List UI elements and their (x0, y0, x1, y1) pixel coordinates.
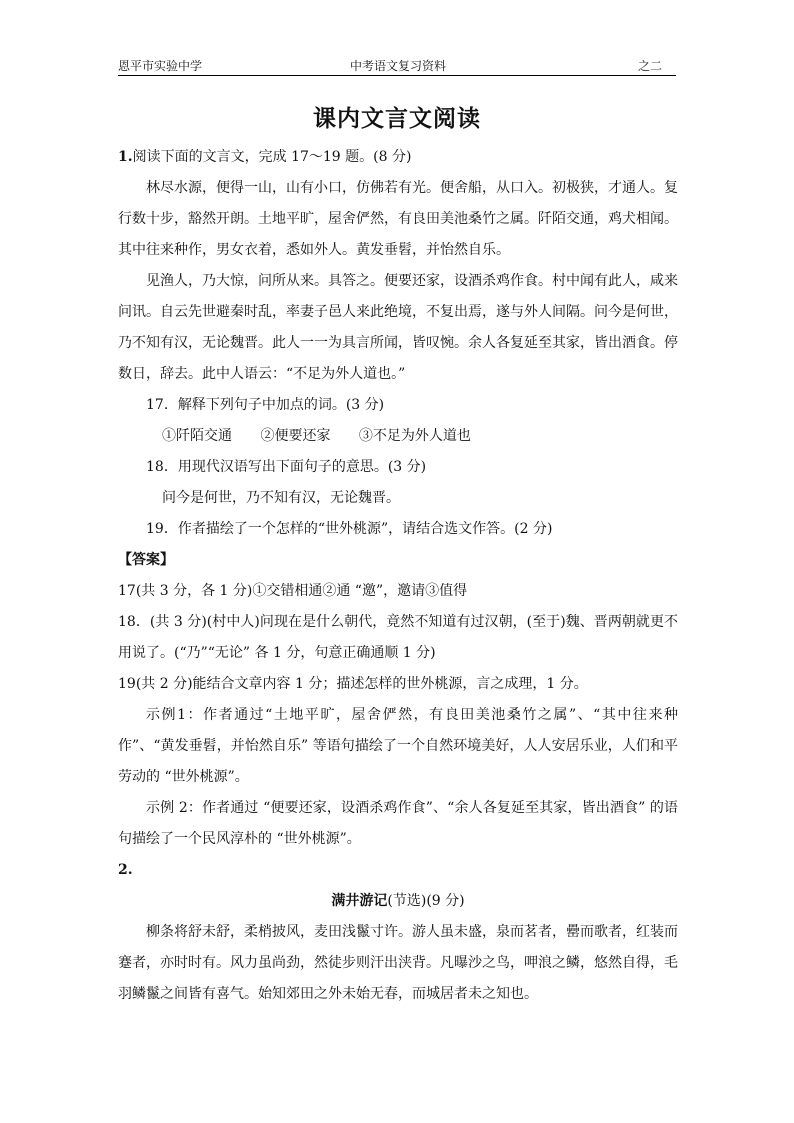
answer-17: 17(共 3 分，各 1 分)①交错相通②通 “邀”，邀请③值得 (118, 583, 468, 599)
answer-example-1: 示例1：作者通过“土地平旷，屋舍俨然，有良田美池桑竹之属”、“其中往来种作”、“黄发垂髫，并怡然自乐” 等语句描绘了一个自然环境美好，人人安居乐业，人们和平劳动的 “世外桃源”。 (118, 707, 678, 785)
question-1-text: 阅读下面的文言文，完成 17～19 题。(8 分) (132, 149, 412, 165)
question-1-instruction (118, 142, 678, 173)
answer-example-2: 示例 2：作者通过 “便要还家，设酒杀鸡作食”、“余人各复延至其家，皆出酒食” 的语句描绘了一个民风淳朴的 “世外桃源”。 (118, 800, 678, 847)
question-1-number: 1. (118, 149, 133, 165)
option-3: ③不足为外人道也 (358, 428, 471, 444)
answer-18: 18．(共 3 分)(村中人)问现在是什么朝代，竟然不知道有过汉朝，(至于)魏、晋两朝就更不用说了。(“乃”“无论” 各 1 分，句意正确通顺 1 分) (118, 614, 678, 661)
passage-2-title-suffix: (节选)(9 分) (387, 893, 465, 909)
question-18: 18．用现代汉语写出下面句子的意思。(3 分) (146, 459, 427, 475)
answer-heading: 【答案】 (118, 552, 174, 568)
question-17-options (118, 421, 678, 452)
passage-paragraph-2: 见渔人，乃大惊，问所从来。具答之。便要还家，设酒杀鸡作食。村中闻有此人，咸来问讯。自云先世避秦时乱，率妻子邑人来此绝境，不复出焉，遂与外人间隔。问今是何世，乃不知有汉，无论魏晋。此人一一为具言所闻，皆叹惋。余人各复延至其家，皆出酒食。停数日，辞去。此中人语云：“不足为外人道也。” (118, 273, 678, 382)
document-body (118, 142, 678, 1010)
page-title: 课内文言文阅读 (313, 106, 481, 132)
passage-2-title (118, 886, 678, 917)
answer-19: 19(共 2 分)能结合文章内容 1 分；描述怎样的世外桃源，言之成理，1 分。 (118, 676, 588, 692)
passage-paragraph-1: 林尽水源，便得一山，山有小口，仿佛若有光。便舍船，从口入。初极狭，才通人。复行数十步，豁然开朗。土地平旷，屋舍俨然，有良田美池桑竹之属。阡陌交通，鸡犬相闻。其中往来种作，男女衣着，悉如外人。黄发垂髫，并怡然自乐。 (118, 180, 678, 258)
page-header (118, 55, 676, 76)
option-2: ②便要还家 (260, 428, 331, 444)
question-17: 17．解释下列句子中加点的词。(3 分) (146, 397, 385, 413)
passage-2-paragraph-1: 柳条将舒未舒，柔梢披风，麦田浅鬣寸许。游人虽未盛，泉而茗者，罍而歌者，红装而蹇者，亦时时有。风力虽尚劲，然徒步则汗出浃背。凡曝沙之鸟，呷浪之鳞，悠然自得，毛羽鳞鬣之间皆有喜气。始知郊田之外未始无春，而城居者未之知也。 (118, 924, 678, 1002)
header-school: 恩平市实验中学 (118, 59, 203, 73)
question-18-sentence: 问今是何世，乃不知有汉，无论魏晋。 (162, 490, 400, 506)
question-19: 19．作者描绘了一个怎样的“世外桃源”，请结合选文作答。(2 分) (146, 521, 553, 537)
header-part: 之二 (637, 59, 662, 73)
passage-2-title-text: 满井游记 (331, 893, 388, 909)
option-1: ①阡陌交通 (162, 428, 232, 444)
header-subject: 中考语文复习资料 (350, 59, 447, 73)
question-2-number: 2. (118, 862, 133, 878)
